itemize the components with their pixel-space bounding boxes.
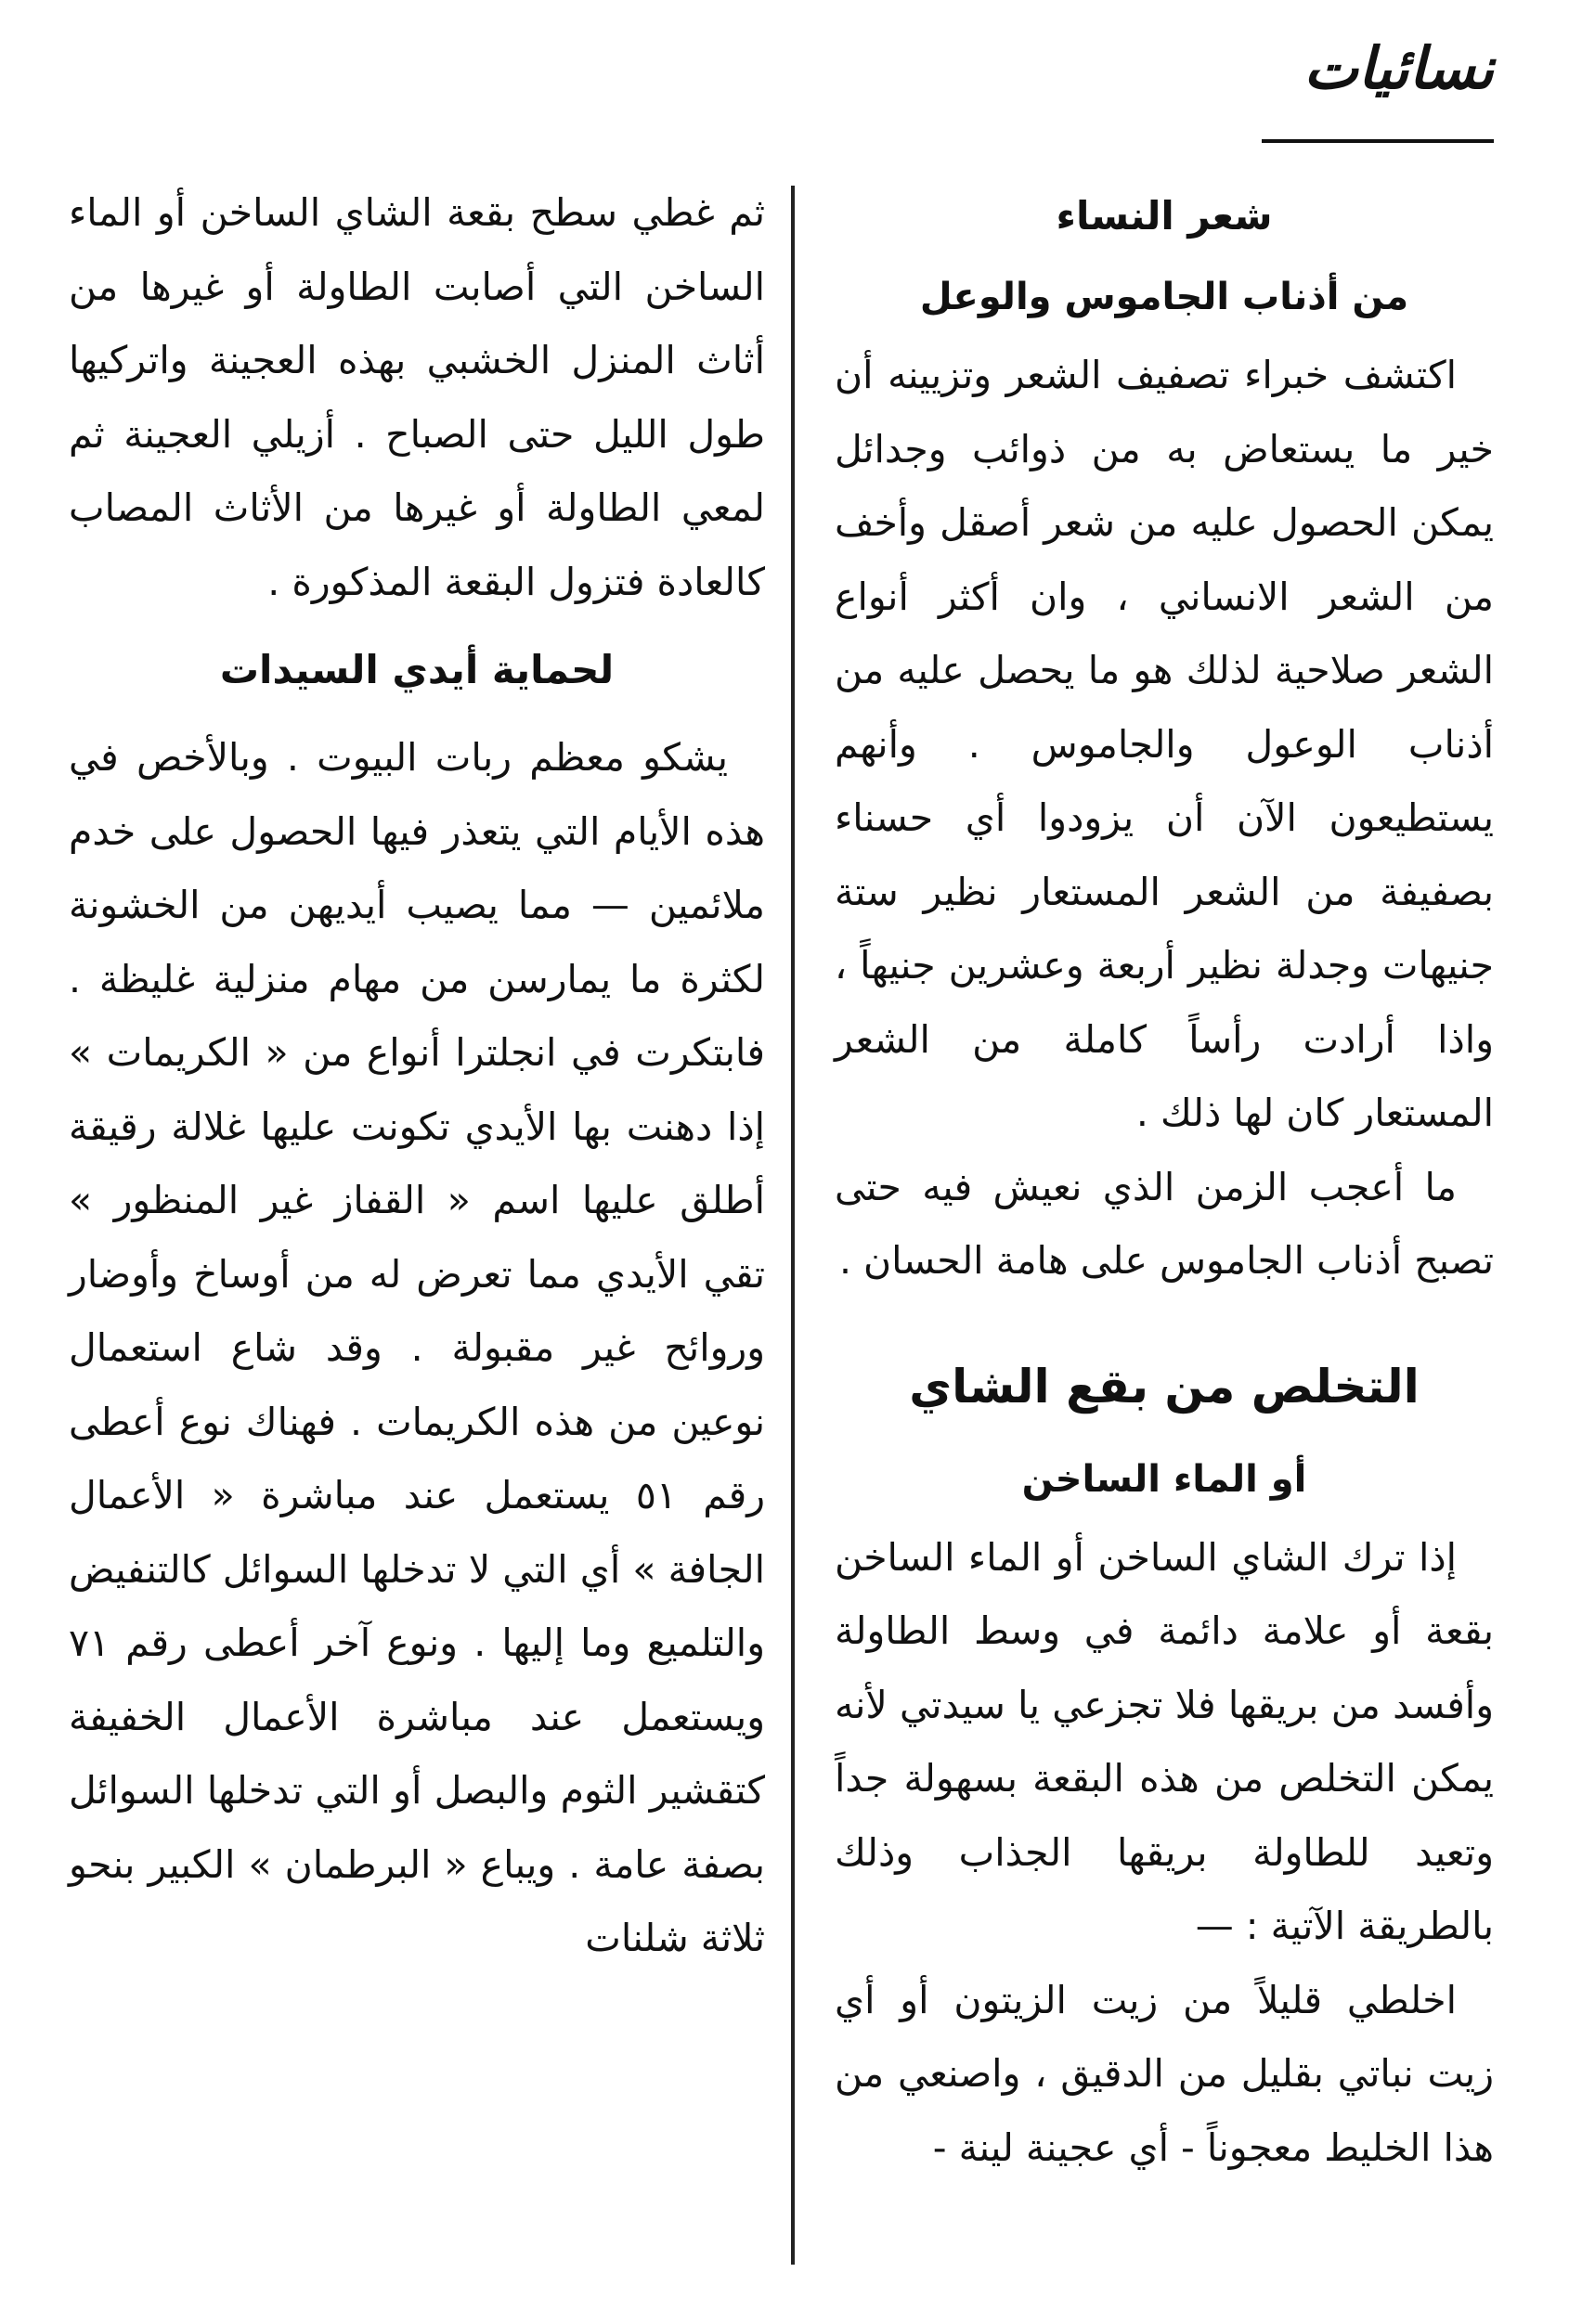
right-column [835,176,1494,2185]
article-hands-paragraph: يشكو معظم ربات البيوت . وبالأخص في هذه الأيام التي يتعذر فيها الحصول على خدم ملائمين — مما يصيب أيديهن من الخشونة لكثرة ما يمارسن من مهام منزلية غليظة . فابتكرت في انجلترا أنواع من « الكريمات » إذا دهنت بها الأيدي تكونت عليها غلالة رقيقة أطلق عليها اسم « القفاز غير المنظور » تقي الأيدي مما تعرض له من أوساخ وأوضار وروائح غير مقبولة . وقد شاع استعمال نوعين من هذه الكريمات . فهناك نوع أعطى رقم ٥١ يستعمل عند مباشرة « الأعمال الجافة » أي التي لا تدخلها السوائل كالتنفيض والتلميع وما إليها . ونوع آخر أعطى رقم ٧١ ويستعمل عند مباشرة الأعمال الخفيفة كتقشير الثوم والبصل أو التي تدخلها السوائل بصفة عامة . ويباع « البرطمان » الكبير بنحو ثلاثة شلنات [69,735,765,1960]
article-hands-title: لحماية أيدي السيدات [219,647,615,692]
article-hair-title: شعر النساء [1056,193,1273,239]
article-tea-stain-continuation: ثم غطي سطح بقعة الشاي الساخن أو الماء الساخن التي أصابت الطاولة أو غيرها من أثاث المنزل الخشبي بهذه العجينة واتركيها طول الليل حتى الصباح . أزيلي العجينة ثم لمعي الطاولة أو غيرها من الأثاث المصاب كالعادة فتزول البقعة المذكورة . [69,190,765,604]
article-tea-stain-subtitle: أو الماء الساخن [1021,1457,1307,1501]
section-title: نسائيات [1303,34,1494,102]
article-tea-stain-paragraph: إذا ترك الشاي الساخن أو الماء الساخن بقعة أو علامة دائمة في وسط الطاولة وأفسد من بريقها فلا تجزعي يا سيدتي لأنه يمكن التخلص من هذه البقعة بسهولة جداً وتعيد للطاولة بريقها الجذاب وذلك بالطريقة الآتية : — [835,1534,1494,1948]
spacer [835,1298,1494,1336]
article-tea-stain-paragraph: اخلطي قليلاً من زيت الزيتون أو أي زيت نباتي بقليل من الدقيق ، واصنعي من هذا الخليط معجوناً - أي عجينة لينة - [835,1977,1494,2170]
title-underline [1262,139,1494,143]
article-hair-subtitle: من أذناب الجاموس والوعل [919,276,1409,318]
column-divider [791,186,795,2265]
article-hair-paragraph: ما أعجب الزمن الذي نعيش فيه حتى تصبح أذناب الجاموس على هامة الحسان . [835,1164,1494,1283]
article-hair-paragraph: اكتشف خبراء تصفيف الشعر وتزيينه أن خير ما يستعاض به من ذوائب وجدائل يمكن الحصول عليه من شعر أصقل وأخف من الشعر الانساني ، وان أكثر أنواع الشعر صلاحية لذلك هو ما يحصل عليه من أذناب الوعول والجاموس . وأنهم يستطيعون الآن أن يزودوا أي حسناء بصفيفة من الشعر المستعار نظير ستة جنيهات وجدلة نظير أربعة وعشرين جنيهاً ، واذا أرادت رأساً كاملة من الشعر المستعار كان لها ذلك . [835,353,1494,1135]
left-column [69,176,765,1976]
article-tea-stain-title: التخلص من بقع الشاي [909,1359,1420,1414]
